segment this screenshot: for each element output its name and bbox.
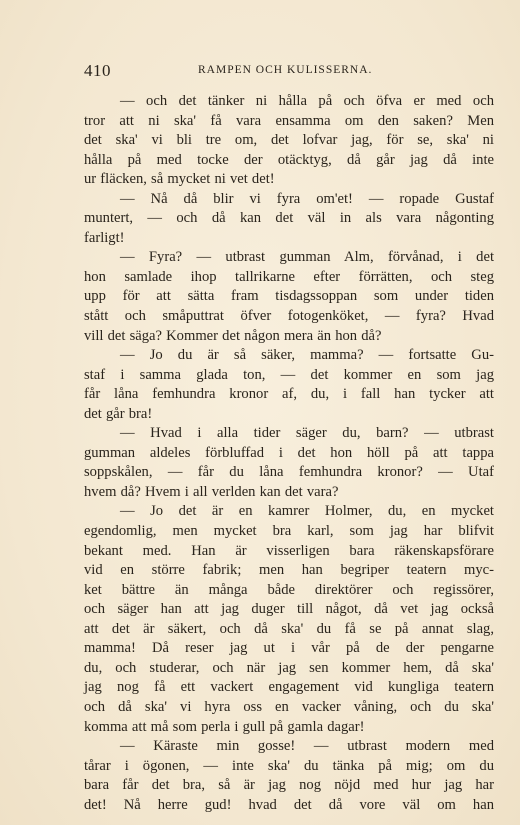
text-line: hålla på med tocke der otäcktyg, då går jag då inte (84, 151, 494, 168)
text-line: — Nå då blir vi fyra om'et! — ropade Gustaf (120, 190, 494, 207)
text-line: staf i samma glada ton, — det kommer en som jag (84, 366, 494, 383)
text-line: hvem då? Hvem i all verlden kan det vara? (84, 483, 339, 500)
text-line: — Käraste min gosse! — utbrast modern med (120, 738, 494, 755)
text-line: tårar i ögonen, — inte ska' du tänka på mig; om du (84, 757, 494, 774)
text-line: det går bra! (84, 405, 153, 422)
text-line: får låna femhundra kronor af, du, i fall han tycker att (84, 386, 494, 403)
text-line: jag nog få ett vackert engagement vid kungliga teatern (84, 679, 494, 696)
text-line: — Jo det är en kamrer Holmer, du, en mycket (120, 503, 494, 520)
text-line: hon samlade ihop tallrikarne efter förrätten, och steg (84, 268, 494, 285)
text-line: mamma! Då reser jag ut i vår på de der pengarne (84, 640, 494, 657)
text-line: soppskålen, — får du låna femhundra kronor? — Utaf (84, 464, 494, 481)
text-line: komma att må som perla i gull på gamla dagar! (84, 718, 365, 735)
text-line: stått och småputtrat öfver fotogenköket, — fyra? Hvad (84, 308, 494, 325)
text-line: farligt! (84, 229, 125, 246)
text-line: det ska' vi bli tre om, det lofvar jag, för se, ska' ni (84, 132, 494, 149)
page-header (84, 61, 494, 83)
text-line: tror att ni ska' få vara ensamma om den saken? Men (84, 112, 494, 129)
text-line: — Hvad i alla tider säger du, barn? — utbrast (120, 425, 494, 442)
text-line: gumman aldeles förbluffad i det hon höll på att tappa (84, 444, 494, 461)
text-line: du, och studerar, och när jag sen kommer hem, då ska' (84, 659, 494, 676)
text-line: vid en större fabrik; men han begriper teatern myc- (84, 562, 494, 579)
page-number: 410 (84, 61, 111, 80)
text-line: och då ska' vi hyra oss en vacker våning, och du ska' (84, 698, 494, 715)
running-head: RAMPEN OCH KULISSERNA. (198, 64, 373, 76)
text-line: bara får det bra, så är jag nog nöjd med hur jag har (84, 777, 494, 794)
text-line: — Fyra? — utbrast gumman Alm, förvånad, i det (120, 249, 494, 266)
text-line: muntert, — och då kan det väl in als vara någonting (84, 210, 494, 227)
text-line: upp för att sätta fram tisdagssoppan som under tiden (84, 288, 494, 305)
text-line: det! Nå herre gud! hvad det då vore väl om han (84, 796, 494, 813)
text-line: ket bättre än många både direktörer och regissörer, (84, 581, 494, 598)
text-line: egendomlig, men mycket bra karl, som jag har blifvit (84, 523, 494, 540)
text-line: ur fläcken, så mycket ni vet det! (84, 171, 275, 188)
text-line: bekant med. Han är visserligen bara räkenskapsförare (84, 542, 494, 559)
text-line: vill det säga? Kommer det någon mera än hon då? (84, 327, 382, 344)
body-text (84, 92, 494, 815)
text-line: — och det tänker ni hålla på och öfva er med och (120, 93, 494, 109)
text-line: att det är säkert, och då ska' du få se på annat slag, (84, 620, 494, 637)
text-line: och säger han att jag duger till något, då vet jag också (84, 601, 494, 618)
text-line: — Jo du är så säker, mamma? — fortsatte Gu- (120, 347, 494, 364)
